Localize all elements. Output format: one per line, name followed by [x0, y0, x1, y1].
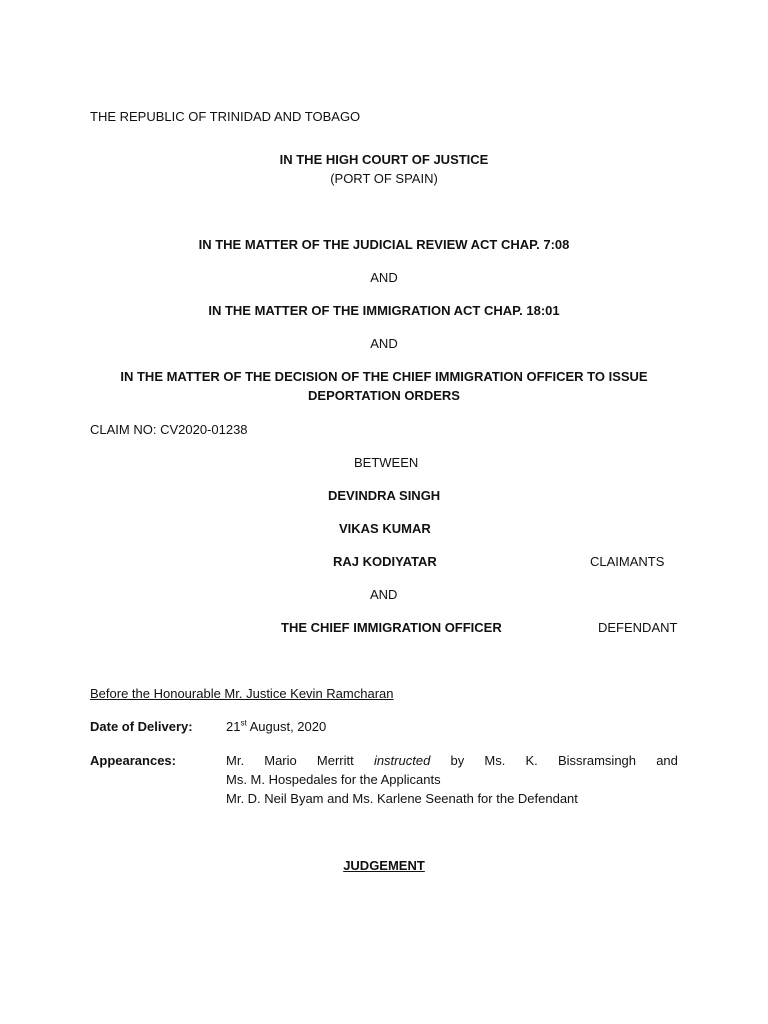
- between-label: BETWEEN: [354, 455, 419, 470]
- date-value: [226, 717, 326, 736]
- matter-judicial-review: IN THE MATTER OF THE JUDICIAL REVIEW ACT CHAP. 7:08: [198, 237, 570, 252]
- court-location: (PORT OF SPAIN): [330, 171, 438, 186]
- appearance-word: by: [450, 753, 465, 768]
- appearances-line3: Mr. D. Neil Byam and Ms. Karlene Seenath for the Defendant: [226, 791, 578, 806]
- claimant-name: DEVINDRA SINGH: [328, 488, 441, 503]
- matter-decision-line2: DEPORTATION ORDERS: [308, 388, 460, 403]
- court-heading: IN THE HIGH COURT OF JUSTICE: [279, 152, 489, 167]
- appearance-word: instructed: [373, 753, 431, 768]
- appearances-line2: Ms. M. Hospedales for the Applicants: [226, 772, 441, 787]
- date-suffix: st: [240, 718, 247, 728]
- appearances-line1: [226, 751, 678, 770]
- appearances-label: Appearances:: [90, 753, 176, 768]
- and-separator: AND: [370, 587, 398, 602]
- appearance-word: K.: [525, 753, 538, 768]
- claimant-name: RAJ KODIYATAR: [333, 554, 437, 569]
- date-day: 21: [226, 719, 241, 734]
- date-rest: August, 2020: [246, 719, 327, 734]
- before-judge: Before the Honourable Mr. Justice Kevin Ramcharan: [90, 686, 394, 701]
- appearance-word: Mario: [264, 753, 297, 768]
- appearance-word: Merritt: [316, 753, 354, 768]
- republic-heading: THE REPUBLIC OF TRINIDAD AND TOBAGO: [90, 109, 361, 124]
- date-label: Date of Delivery:: [90, 719, 193, 734]
- and-separator: AND: [370, 336, 398, 351]
- appearance-word: and: [656, 753, 678, 768]
- defendant-label: DEFENDANT: [598, 620, 678, 635]
- appearance-word: Mr.: [226, 753, 245, 768]
- claim-number: CLAIM NO: CV2020-01238: [90, 422, 248, 437]
- claimants-label: CLAIMANTS: [590, 554, 665, 569]
- matter-immigration-act: IN THE MATTER OF THE IMMIGRATION ACT CHAP. 18:01: [208, 303, 560, 318]
- judgement-title: JUDGEMENT: [343, 858, 425, 873]
- appearance-word: Ms.: [484, 753, 506, 768]
- matter-decision-line1: IN THE MATTER OF THE DECISION OF THE CHIEF IMMIGRATION OFFICER TO ISSUE: [120, 369, 648, 384]
- defendant-name: THE CHIEF IMMIGRATION OFFICER: [281, 620, 502, 635]
- and-separator: AND: [370, 270, 398, 285]
- appearance-word: Bissramsingh: [557, 753, 637, 768]
- claimant-name: VIKAS KUMAR: [339, 521, 431, 536]
